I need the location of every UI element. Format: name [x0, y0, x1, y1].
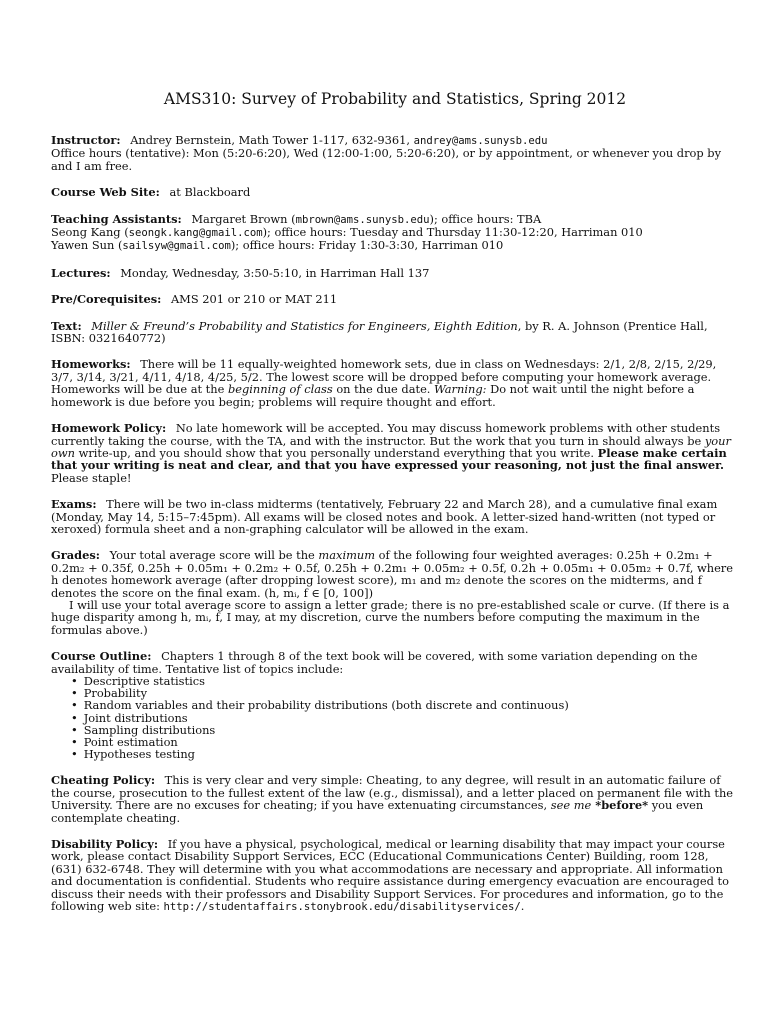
grades-text-2: of the following four weighted averages: 0.25h + 0.2m₁ + 0.2m₂ + 0.35f, 0.25h + 0.05m₁ + 0.2m₂ + 0.5f, 0.25h + 0.2m₁ + 0.05m₂ + 0.5f, 0.2h + 0.05m₁ + 0.05m₂ + 0.7f, where h denotes homework average (after dropping lowest score), m₁ and m₂ denote the scores on the midterms, and f denotes the score on the final exam. (h, mᵢ, f ∈ [0, 100]) [51, 548, 733, 600]
hw-policy-text-3: Please staple! [51, 470, 132, 485]
instructor-info: Andrey Bernstein, Math Tower 1-117, 632-9361, [130, 133, 410, 147]
website-label: Course Web Site: [51, 185, 160, 200]
text-section [51, 320, 739, 345]
ta-section [51, 213, 739, 253]
homeworks-text-1: There will be 11 equally-weighted homework sets, due in class on Wednesdays: 2/1, 2/8, 2/15, 2/29, 3/7, 3/14, 3/21, 4/11, 4/18, 4/25, 5/2. The lowest score will be dropped before computing your homework average. Homeworks will be due at the [51, 357, 717, 397]
instructor-label: Instructor: [51, 133, 121, 147]
lectures-section [51, 267, 739, 279]
list-item: • Point estimation [71, 736, 739, 748]
ta2-email[interactable]: seongk.kang@gmail.com [128, 227, 263, 240]
grades-italic: maximum [318, 548, 376, 563]
cheating-label: Cheating Policy: [51, 773, 156, 788]
grades-text-1: Your total average score will be the [109, 548, 319, 563]
lectures-label: Lectures: [51, 265, 111, 280]
page-title: AMS310: Survey of Probability and Statistics, Spring 2012 [163, 90, 627, 108]
disability-text: If you have a physical, psychological, medical or learning disability that may impact your course work, please contact Disability Support Services, ECC (Educational Communications Center) Building, room 128, (631) 632-6748. They will determine with you what accommodations are necessary and appropriate. All information and documentation is confidential. Students who require assistance during emergency evacuation are encouraged to discuss their needs with their professors and Disability Support Services. For procedures and information, go to the following web site: [51, 837, 729, 914]
office-hours: Office hours (tentative): Mon (5:20-6:20), Wed (12:00-1:00, 5:20-6:20), or by appointment, or whenever you drop by and I am free. [51, 146, 722, 173]
textbook-title: Miller & Freund’s Probability and Statistics for Engineers, Eighth Edition [91, 318, 518, 333]
homeworks-label: Homeworks: [51, 357, 131, 372]
prereq-value: AMS 201 or 210 or MAT 211 [170, 292, 338, 307]
list-item: • Sampling distributions [71, 724, 739, 736]
hw-policy-section [51, 422, 739, 484]
instructor-email[interactable]: andrey@ams.sunysb.edu [413, 135, 548, 147]
textbook-details: , by R. A. Johnson (Prentice Hall, ISBN: 0321640772) [51, 318, 708, 346]
ta2-pre: Seong Kang ( [51, 225, 129, 240]
hw-policy-italic: your own [51, 433, 731, 460]
homeworks-section [51, 358, 739, 408]
ta-line-2 [51, 226, 739, 239]
lectures-value: Monday, Wednesday, 3:50-5:10, in Harriman Hall 137 [120, 265, 430, 280]
outline-section [51, 650, 739, 760]
outline-label: Course Outline: [51, 649, 152, 664]
grades-paragraph-2: I will use your total average score to assign a letter grade; there is no pre-established scale or curve. (If there is a huge disparity among h, mᵢ, f, I may, at my discretion, curve the numbers before computing the maximum in the formulas above.) [51, 597, 730, 637]
list-item: • Hypotheses testing [71, 748, 739, 760]
hw-policy-text-1: No late homework will be accepted. You may discuss homework problems with other students currently taking the course, with the TA, and with the instructor. But the work that you turn in should always be [51, 421, 721, 448]
exams-label: Exams: [51, 497, 97, 512]
grades-section [51, 549, 739, 636]
ta-line-3 [51, 239, 739, 252]
grades-label: Grades: [51, 548, 100, 563]
prereq-section [51, 293, 739, 305]
hw-policy-bold: Please make certain that your writing is neat and clear, and that you have expressed your reasoning, not just the final answer. [51, 445, 727, 473]
ta1-pre: Margaret Brown ( [191, 211, 296, 226]
text-label: Text: [51, 318, 82, 333]
disability-section [51, 838, 739, 913]
cheating-text-2: you even contemplate cheating. [51, 798, 704, 825]
ta-label: Teaching Assistants: [51, 211, 182, 226]
ta2-post: ); office hours: Tuesday and Thursday 11:30-12:20, Harriman 010 [262, 225, 643, 240]
prereq-label: Pre/Corequisites: [51, 292, 162, 307]
exams-section [51, 498, 739, 535]
outline-intro: Chapters 1 through 8 of the text book will be covered, with some variation depending on the availability of time. Tentative list of topics include: [51, 649, 698, 676]
ta1-email[interactable]: mbrown@ams.sunysb.edu [295, 213, 430, 226]
website-section [51, 186, 739, 198]
instructor-section [51, 134, 739, 172]
hw-policy-text-2: write-up, and you should show that you personally understand everything that you write. [74, 445, 598, 460]
ta3-pre: Yawen Sun ( [51, 238, 123, 253]
disability-end: . [520, 899, 525, 914]
cheating-text-1: This is very clear and very simple: Cheating, to any degree, will result in an automatic failure of the course, prosecution to the fullest extent of the law (e.g., dismissal), and a letter placed on permanent file with the University. There are no excuses for cheating; if you have extenuating circumstances, [51, 773, 734, 813]
list-item: • Random variables and their probability distributions (both discrete and continuous) [71, 699, 739, 711]
cheating-bold: *before* [591, 798, 649, 813]
topics-list [51, 675, 739, 760]
ta1-post: ); office hours: TBA [429, 211, 542, 226]
cheating-section [51, 774, 739, 824]
homeworks-text-3: Do not wait until the night before a homework is due before you begin; problems will require thought and effort. [51, 382, 695, 409]
ta-line-1 [51, 213, 739, 226]
homeworks-text-2: on the due date. [332, 382, 435, 397]
ta3-post: ); office hours: Friday 1:30-3:30, Harriman 010 [230, 238, 504, 253]
website-value: at Blackboard [169, 185, 251, 200]
hw-policy-label: Homework Policy: [51, 421, 167, 436]
ta3-email[interactable]: sailsyw@gmail.com [122, 240, 231, 253]
disability-label: Disability Policy: [51, 837, 159, 852]
homeworks-italic-1: beginning of class [227, 382, 333, 397]
cheating-italic: see me [550, 798, 592, 813]
homeworks-warning: Warning: [434, 382, 487, 397]
exams-text: There will be two in-class midterms (tentatively, February 22 and March 28), and a cumulative final exam (Monday, May 14, 5:15–7:45pm). All exams will be closed notes and book. A letter-sized hand-written (not typed or xeroxed) formula sheet and a non-graphing calculator will be allowed in the exam. [51, 497, 718, 536]
list-item: • Descriptive statistics [71, 675, 739, 687]
list-item: • Joint distributions [71, 712, 739, 724]
disability-services-link[interactable]: http://studentaffairs.stonybrook.edu/disabilityservices/ [163, 901, 521, 914]
list-item: • Probability [71, 687, 739, 699]
